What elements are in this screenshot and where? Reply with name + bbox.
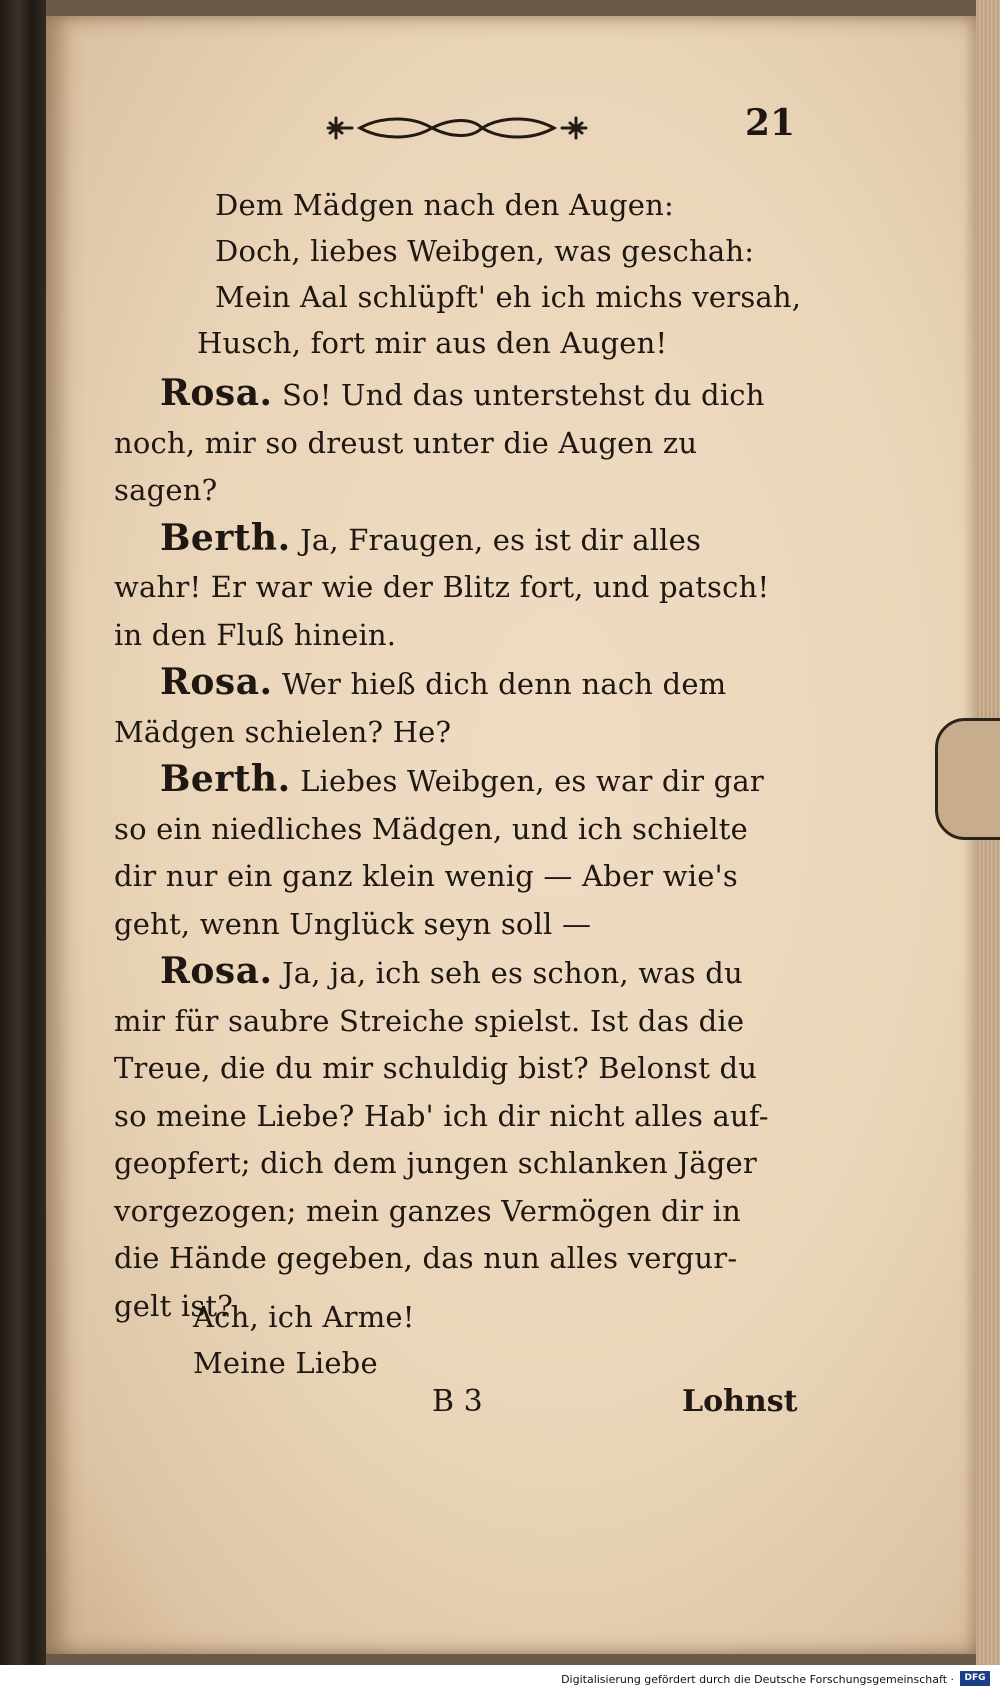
previous-page-edge [0,0,46,1665]
dialogue-body [114,370,779,1330]
dialogue-line: so meine Liebe? Hab' ich dir nicht alles auf- [114,1098,769,1133]
speaker-name: Rosa. [160,950,273,992]
verse-line: Meine Liebe [193,1346,378,1380]
dialogue-paragraph [114,948,779,1330]
dialogue-line: Ja, ja, ich seh es schon, was du [281,956,743,990]
dialogue-paragraph [114,756,779,948]
dialogue-line: mir für saubre Streiche spielst. Ist das die [114,1003,745,1038]
verse-line: Mein Aal schlüpft' eh ich michs versah, [215,280,802,314]
speaker-name: Rosa. [160,372,273,414]
dialogue-line: Liebes Weibgen, es war dir gar [300,764,764,798]
speaker-name: Berth. [160,516,291,559]
dialogue-line: So! Und das unterstehst du dich [281,378,765,412]
ornament-divider [322,110,592,146]
verse-top [197,182,802,366]
speaker-name: Rosa. [160,661,273,703]
dialogue-line: in den Fluß hinein. [114,617,397,652]
dialogue-line: sagen? [114,473,218,507]
dialogue-line: geht, wenn Unglück seyn soll — [114,906,592,941]
catchword: Lohnst [682,1384,798,1419]
book-clasp-tab [935,718,1000,840]
dialogue-paragraph [114,659,779,756]
signature-mark: B 3 [432,1384,483,1419]
dialogue-line: so ein niedliches Mädgen, und ich schielte [114,811,748,846]
verse-line: Ach, ich Arme! [193,1300,415,1334]
dialogue-line: gelt ist? [114,1288,234,1323]
page-number: 21 [745,102,796,144]
verse-line: Dem Mädgen nach den Augen: [215,188,675,222]
dialogue-line: Wer hieß dich denn nach dem [281,667,727,701]
dialogue-line: wahr! Er war wie der Blitz fort, und patsch! [114,570,770,604]
dialogue-line: dir nur ein ganz klein wenig — Aber wie's [114,859,738,893]
verse-line: Doch, liebes Weibgen, was geschah: [215,234,755,268]
speaker-name: Berth. [160,758,291,800]
dialogue-line: Mädgen schielen? He? [114,714,452,749]
dialogue-line: Ja, Fraugen, es ist dir alles [300,522,702,557]
dialogue-line: vorgezogen; mein ganzes Vermögen dir in [114,1193,742,1228]
verse-bottom [193,1294,415,1386]
credit-bar [0,1665,1000,1694]
credit-text: Digitalisierung gefördert durch die Deutsche Forschungsgemeinschaft · [561,1673,954,1686]
dialogue-line: Treue, die du mir schuldig bist? Belonst du [114,1051,758,1085]
verse-line: Husch, fort mir aus den Augen! [197,326,668,360]
dialogue-line: noch, mir so dreust unter die Augen zu [114,425,698,460]
dialogue-line: die Hände gegeben, das nun alles vergur- [114,1241,738,1275]
dialogue-paragraph [114,370,779,515]
dialogue-paragraph [114,515,779,660]
dialogue-line: geopfert; dich dem jungen schlanken Jäger [114,1146,757,1180]
dfg-logo: DFG [960,1671,990,1686]
